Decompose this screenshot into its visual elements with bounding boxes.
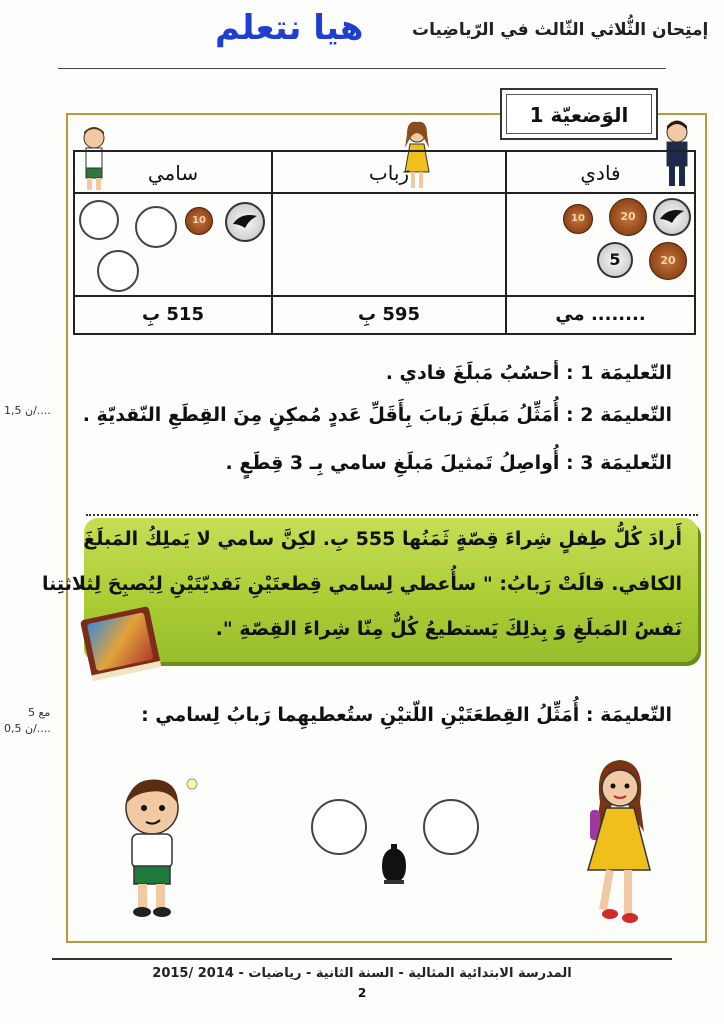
amount-cell-sami: 515 بِ <box>142 304 204 325</box>
brand-title: هيا نتعلم <box>215 8 364 48</box>
score-note: 0,5 ن/.... <box>4 722 51 735</box>
header-cell-rabab: رَباب <box>368 161 410 185</box>
empty-coin-slot[interactable] <box>79 200 119 240</box>
eagle-icon <box>227 204 263 240</box>
final-instruction: التّعليمَة : أُمَثِّلُ القِطعَتَيْنِ اللّتيْنِ ستُعطيهِما رَبابُ لِسامي : <box>141 704 672 726</box>
instruction-1: التّعليمَة 1 : أحسُبُ مَبلَغَ فادي . <box>385 362 672 384</box>
story-line: أَرادَ كُلُّ طِفلٍ شِراءَ قِصّةٍ ثَمَنُها 555 بِ. لكِنَّ سامي لا يَملِكُ المَبلَغَ <box>83 528 682 550</box>
header-cell-sami: سامي <box>147 161 199 185</box>
girl-figure <box>580 752 660 930</box>
story-box <box>42 518 698 662</box>
footer-divider <box>52 958 672 960</box>
score-note: 1,5 ن/.... <box>4 404 51 417</box>
instruction-3: التّعليمَة 3 : أُواصِلُ تَمثيلَ مَبلَغِ سامي بِـ 3 قِطَعٍ . <box>225 452 672 474</box>
coin-icon: 5 <box>597 242 633 278</box>
coin-icon: 10 <box>185 207 213 235</box>
amount-cell-rabab: 595 بِ <box>358 304 420 325</box>
footer-text: المدرسة الابتدائية المثالية - السنة الثانية - رياضيات - 2014 /2015 <box>152 966 572 981</box>
story-line: الكافي. قالَتْ رَبابُ: " سأُعطي لِسامي قِطعتَيْنِ نَقديّتَيْنِ لِيُصبِحَ لِثلاثتِنا <box>42 573 682 595</box>
score-note: مع 5 <box>28 706 51 719</box>
empty-coin-slot[interactable] <box>423 799 479 855</box>
banknote-coin-icon <box>653 198 691 236</box>
amount-cell-fadi[interactable]: ........ مي <box>555 304 646 325</box>
instruction-2: التّعليمَة 2 : أُمَثِّلُ مَبلَغَ رَبابَ بِأَقَلِّ عَددٍ مُمكِنٍ مِنَ القِطَعِ النّقديّةِ . <box>82 404 672 426</box>
situation-title-box <box>500 88 658 140</box>
situation-title: الوَضعيّة 1 <box>506 94 652 134</box>
header-cell-fadi: فادي <box>580 161 621 185</box>
banknote-coin-icon <box>225 202 265 242</box>
coin-icon: 20 <box>649 242 687 280</box>
piggy-bank-icon <box>378 842 410 886</box>
header-divider <box>58 68 666 69</box>
page-number: 2 <box>357 986 367 1000</box>
empty-coin-slot[interactable] <box>135 206 177 248</box>
coin-icon: 10 <box>563 204 593 234</box>
thinking-boy-figure <box>112 770 202 920</box>
empty-coin-slot[interactable] <box>97 250 139 292</box>
story-line: نَفسُ المَبلَغِ وَ بِذلِكَ يَستطيعُ كُلٌّ مِنّا شِراءَ القِصّةِ ". <box>215 618 682 640</box>
table-row-divider <box>75 192 694 194</box>
story-divider <box>86 514 698 516</box>
eagle-icon <box>655 200 689 234</box>
money-table <box>73 150 696 335</box>
empty-coin-slot[interactable] <box>311 799 367 855</box>
exam-title: إمتِحان الثُّلاثي الثّالث في الرّياضِيات <box>412 20 709 40</box>
table-row-divider <box>75 295 694 297</box>
coin-icon: 20 <box>609 198 647 236</box>
